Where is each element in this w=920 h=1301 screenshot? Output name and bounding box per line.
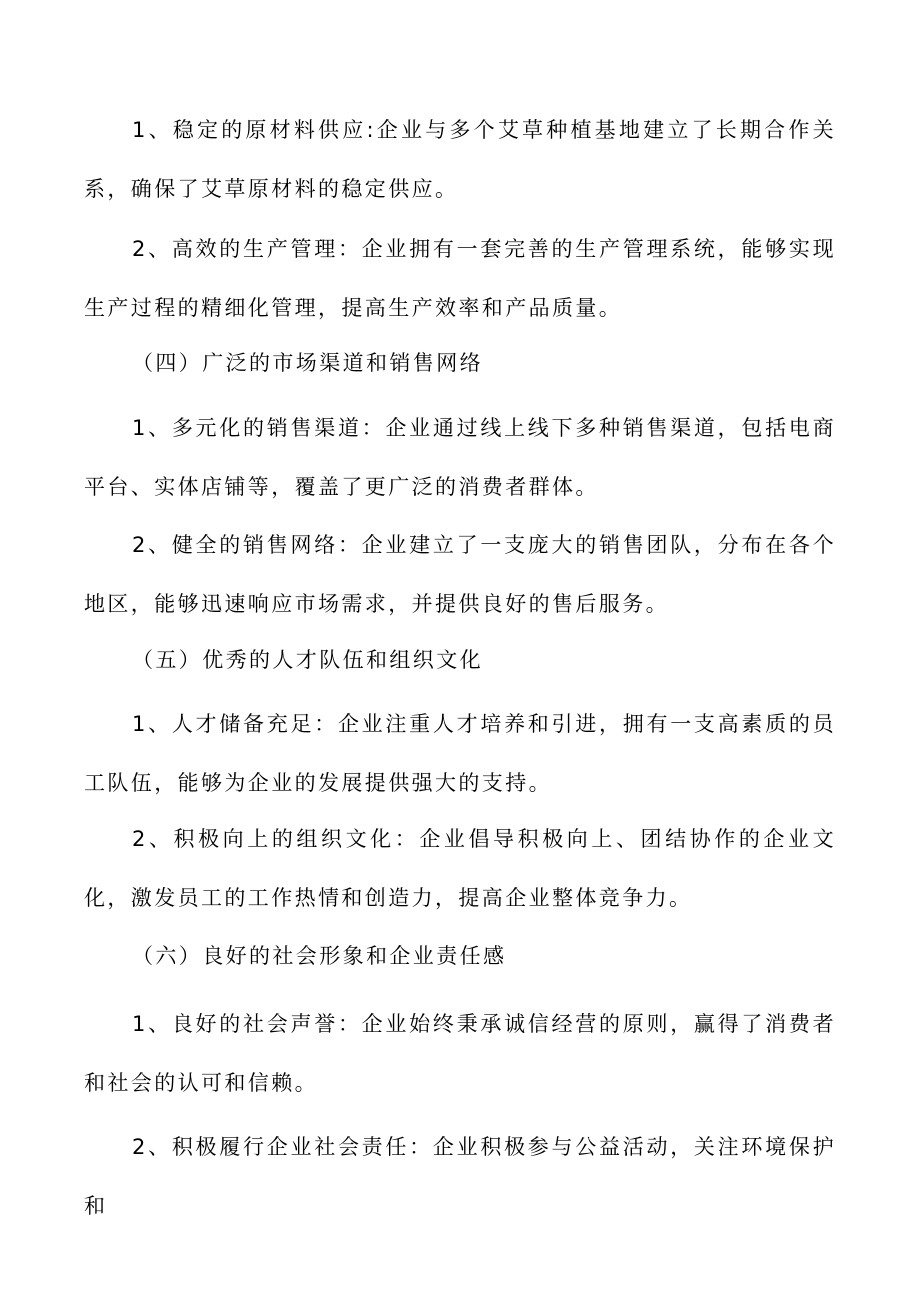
section-heading-social-image: （六）良好的社会形象和企业责任感 xyxy=(132,944,507,968)
paragraph-sales-channels: 1、多元化的销售渠道：企业通过线上线下多种销售渠道，包括电商平台、实体店铺等，覆盖了更广泛的消费者群体。 xyxy=(84,416,836,499)
paragraph-raw-material-supply: 1、稳定的原材料供应:企业与多个艾草种植基地建立了长期合作关系，确保了艾草原材料的稳定供应。 xyxy=(84,118,836,201)
section-heading-talent-culture: （五）优秀的人才队伍和组织文化 xyxy=(132,648,483,672)
paragraph-social-responsibility: 2、积极履行企业社会责任：企业积极参与公益活动，关注环境保护和 xyxy=(84,1135,836,1218)
paragraph-production-management: 2、高效的生产管理：企业拥有一套完善的生产管理系统，能够实现生产过程的精细化管理，提高生产效率和产品质量。 xyxy=(84,237,836,320)
section-heading-market-channels: （四）广泛的市场渠道和销售网络 xyxy=(132,351,483,375)
paragraph-talent-reserve: 1、人才储备充足：企业注重人才培养和引进，拥有一支高素质的员工队伍，能够为企业的发展提供强大的支持。 xyxy=(84,712,836,795)
paragraph-organizational-culture: 2、积极向上的组织文化：企业倡导积极向上、团结协作的企业文化，激发员工的工作热情和创造力，提高企业整体竞争力。 xyxy=(84,827,836,910)
paragraph-sales-network: 2、健全的销售网络：企业建立了一支庞大的销售团队，分布在各个地区，能够迅速响应市场需求，并提供良好的售后服务。 xyxy=(84,533,836,616)
paragraph-social-reputation: 1、良好的社会声誉：企业始终秉承诚信经营的原则，赢得了消费者和社会的认可和信赖。 xyxy=(84,1012,836,1095)
